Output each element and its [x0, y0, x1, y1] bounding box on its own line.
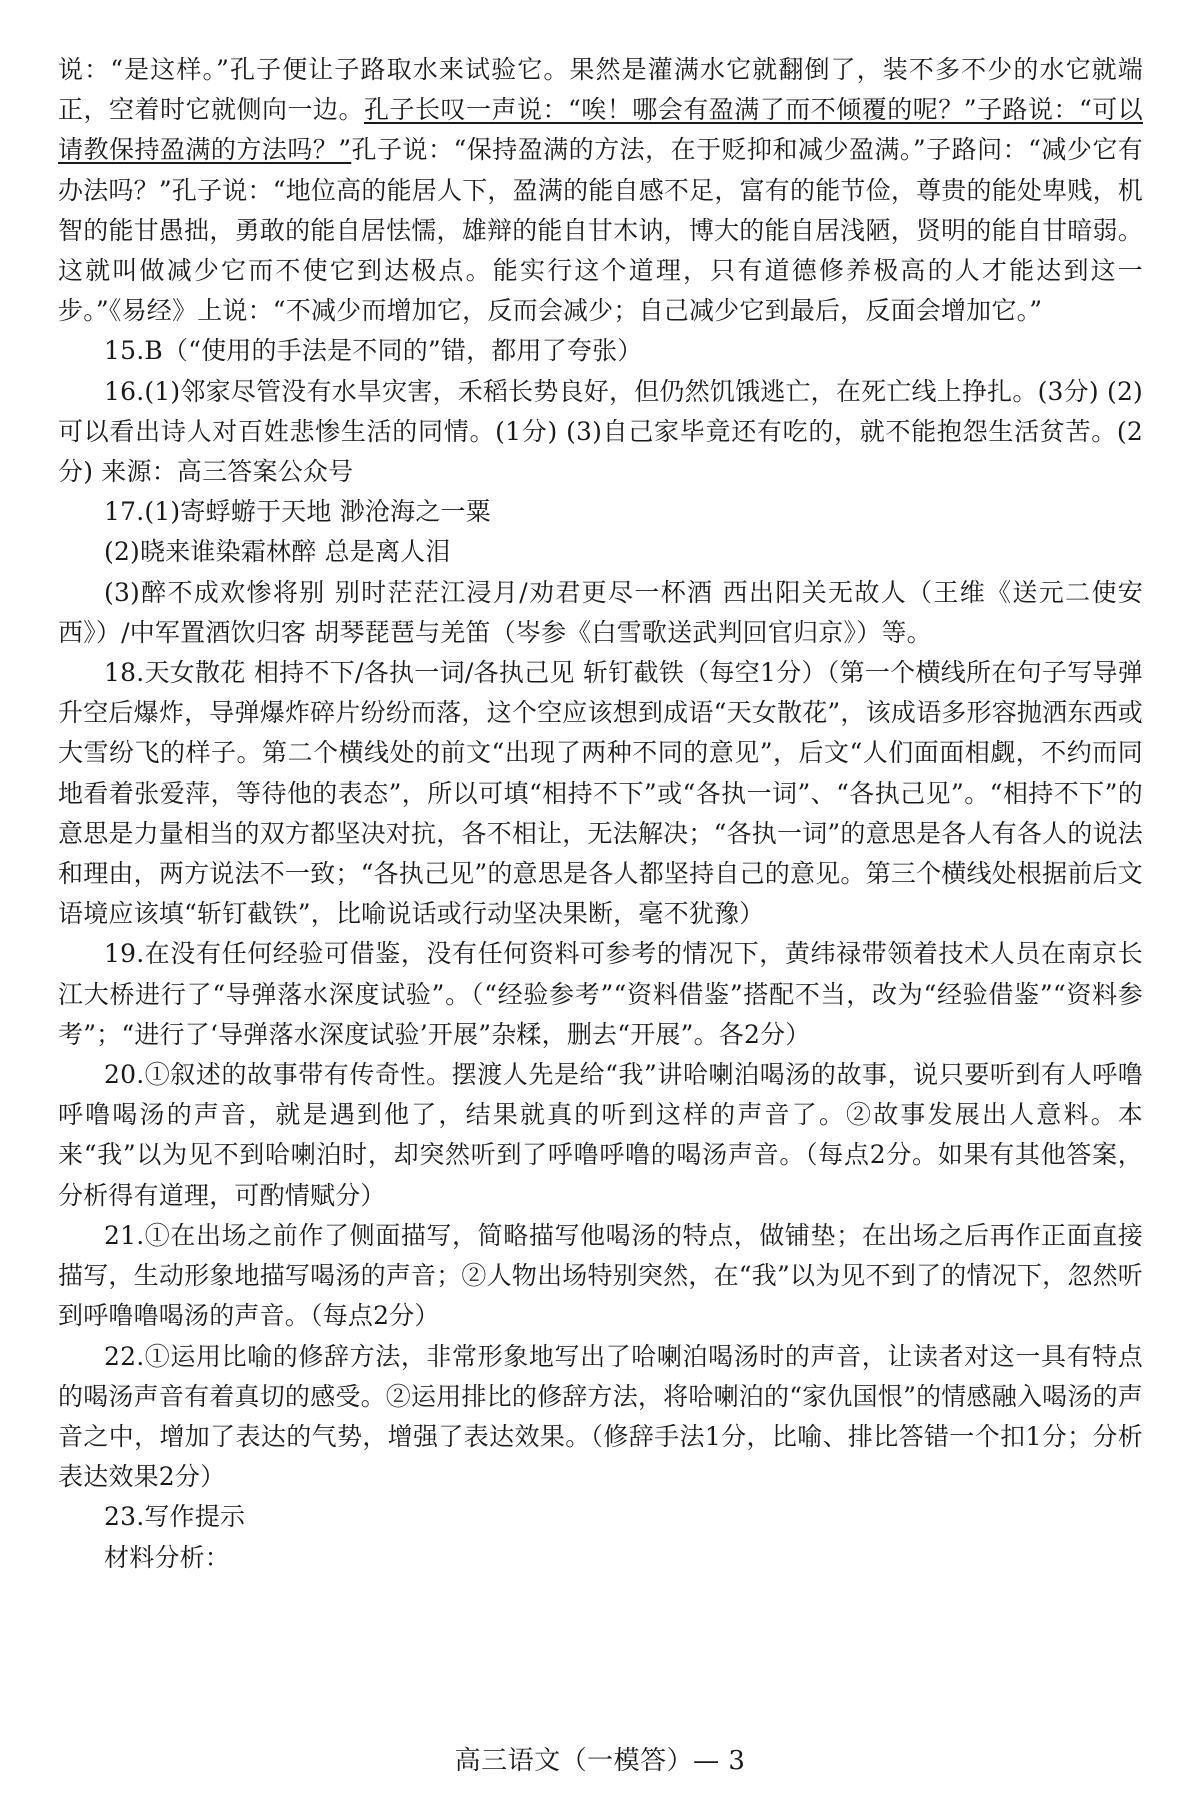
answer-page	[58, 50, 1143, 1578]
passage-text-1: 说：“是这样。”孔子便让子路取水来试验它。果然是灌满水它就翻倒了，装不多不少的水它就端正，空着时它就侧向一边。	[58, 55, 1143, 125]
material-analysis-heading: 材料分析：	[104, 1542, 231, 1572]
answer-17-2: (2)晓来谁染霜林醉 总是离人泪	[104, 537, 451, 567]
translation-passage	[58, 50, 1143, 331]
answer-16: 16.(1)邻家尽管没有水旱灾害，禾稻长势良好，但仍然饥饿逃亡，在死亡线上挣扎。(3分) (2)可以看出诗人对百姓悲惨生活的同情。(1分) (3)自己家毕竟还有吃的，就不能抱怨生活贫苦。(2分) 来源：高三答案公众号	[58, 376, 1143, 487]
answer-23: 23.写作提示	[104, 1502, 246, 1532]
passage-underlined-text: 孔子长叹一声说：“唉！哪会有盈满了而不倾覆的呢？”子路说：“可以请教保持盈满的方法吗？”	[58, 95, 1144, 165]
answer-15: 15.B（“使用的手法是不同的”错，都用了夸张）	[104, 336, 643, 366]
answer-19: 19.在没有任何经验可借鉴，没有任何资料可参考的情况下，黄纬禄带领着技术人员在南京长江大桥进行了“导弹落水深度试验”。（“经验参考”“资料借鉴”搭配不当，改为“经验借鉴”“资料参考”；“进行了‘导弹落水深度试验’开展”杂糅，删去“开展”。各2分）	[58, 939, 1143, 1049]
answer-18: 18.天女散花 相持不下/各执一词/各执己见 斩钉截铁（每空1分）（第一个横线所在句子写导弹升空后爆炸，导弹爆炸碎片纷纷而落，这个空应该想到成语“天女散花”，该成语多形容抛洒东西或大雪纷飞的样子。第二个横线处的前文“出现了两种不同的意见”，后文“人们面面相觑，不约而同地看着张爱萍，等待他的表态”，所以可填“相持不下”或“各执一词”、“各执己见”。“相持不下”的意思是力量相当的双方都坚决对抗，各不相让，无法解决；“各执一词”的意思是各人有各人的说法和理由，两方说法不一致；“各执己见”的意思是各人都坚持自己的意见。第三个横线处根据前后文语境应该填“斩钉截铁”，比喻说话或行动坚决果断，毫不犹豫）	[58, 658, 1143, 929]
answer-20: 20.①叙述的故事带有传奇性。摆渡人先是给“我”讲哈喇泊喝汤的故事，说只要听到有人呼噜呼噜喝汤的声音，就是遇到他了，结果就真的听到这样的声音了。②故事发展出人意料。本来“我”以为见不到哈喇泊时，却突然听到了呼噜呼噜的喝汤声音。（每点2分。如果有其他答案，分析得有道理，可酌情赋分）	[58, 1060, 1143, 1210]
answer-17-3: (3)醉不成欢惨将别 别时茫茫江浸月/劝君更尽一杯酒 西出阳关无故人（王维《送元二使安西》）/中军置酒饮归客 胡琴琵琶与羌笛（岑参《白雪歌送武判回官归京》）等。	[58, 577, 1143, 647]
passage-text-2: 孔子说：“保持盈满的方法，在于贬抑和减少盈满。”子路问：“减少它有办法吗？”孔子说：“地位高的能居人下，盈满的能自感不足，富有的能节俭，尊贵的能处卑贱，机智的能甘愚拙，勇敢的能自居怯懦，雄辩的能自甘木讷，博大的能自居浅陋，贤明的能自甘暗弱。这就叫做减少它而不使它到达极点。能实行这个道理，只有道德修养极高的人才能达到这一步。”《易经》上说：“不减少而增加它，反而会减少；自己减少它到最后，反面会增加它。”	[58, 135, 1143, 326]
page-footer: 高三语文（一模答）— 3	[454, 1746, 746, 1776]
answer-17-1: 17.(1)寄蜉蝣于天地 渺沧海之一粟	[104, 497, 491, 527]
answer-21: 21.①在出场之前作了侧面描写，简略描写他喝汤的特点，做铺垫；在出场之后再作正面直接描写，生动形象地描写喝汤的声音；②人物出场特别突然，在“我”以为见不到了的情况下，忽然听到呼噜噜喝汤的声音。（每点2分）	[58, 1220, 1143, 1331]
answer-22: 22.①运用比喻的修辞方法，非常形象地写出了哈喇泊喝汤时的声音，让读者对这一具有特点的喝汤声音有着真切的感受。②运用排比的修辞方法，将哈喇泊的“家仇国恨”的情感融入喝汤的声音之中，增加了表达的气势，增强了表达效果。（修辞手法1分，比喻、排比答错一个扣1分；分析表达效果2分）	[58, 1341, 1143, 1492]
